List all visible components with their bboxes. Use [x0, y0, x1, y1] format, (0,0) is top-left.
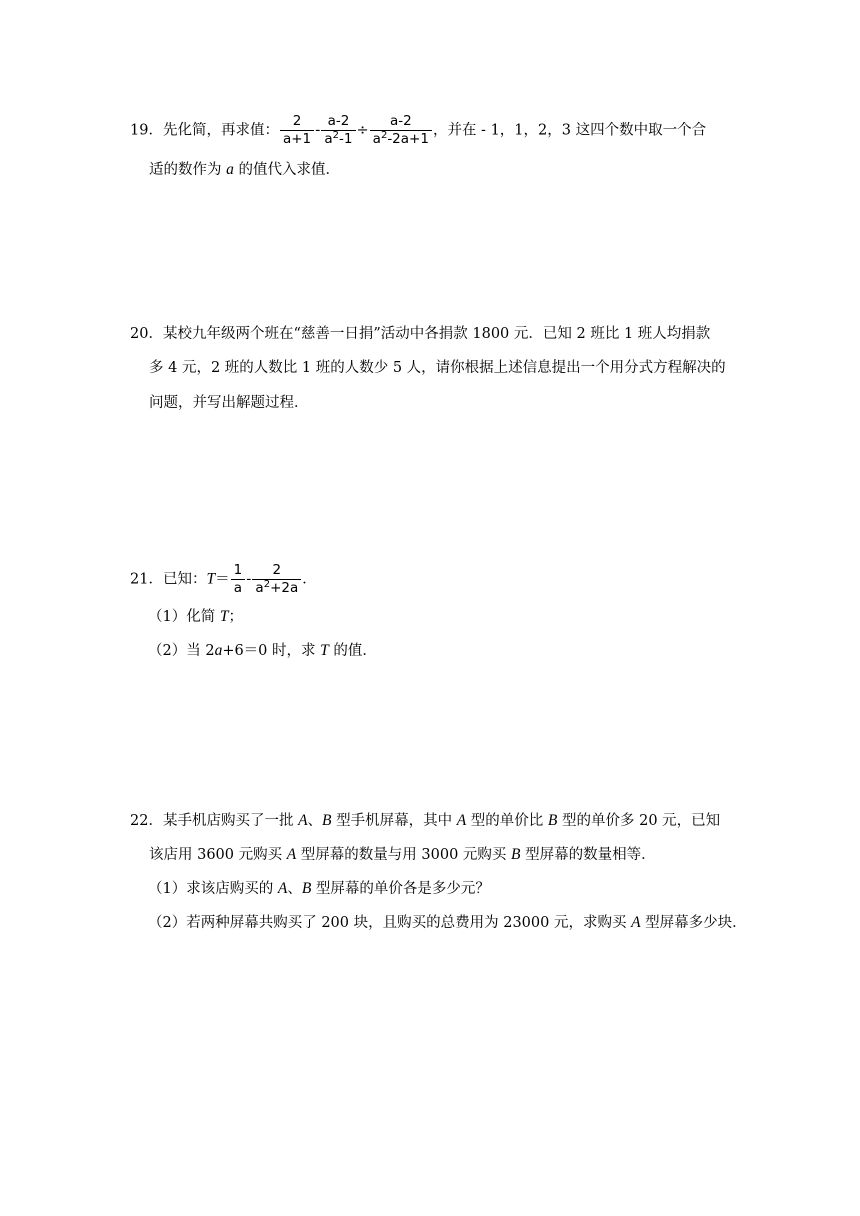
q21-number: 21．: [130, 571, 163, 588]
q19-line-1: [130, 113, 707, 147]
q21-var-T: T: [206, 570, 216, 588]
q21-end: ．: [302, 571, 317, 588]
q21-sub-2: （2）当 2a+6＝0 时，求 T 的值．: [148, 642, 377, 659]
q22-sub-1: （1）求该店购买的 A、B 型屏幕的单价各是多少元？: [148, 880, 490, 897]
q19-divide: ÷: [356, 122, 369, 139]
q19-fraction-1: $\frac{2}{a+1}$: [280, 113, 314, 148]
q22-sub-2: （2）若两种屏幕共购买了 200 块，且购买的总费用为 23000 元，求购买 A 型屏幕多少块．: [148, 914, 747, 931]
q21-fraction-1: $\frac{1}{a}$: [231, 562, 246, 597]
q19-tail: ，并在 - 1，1，2，3 这四个数中取一个合: [432, 122, 707, 139]
q19-minus: -: [315, 122, 321, 139]
q19-fraction-3: $\frac{a-2}{a^2-2a+1}$: [370, 113, 432, 148]
q21-intro: 已知：: [162, 571, 207, 588]
q19-fraction-2: $\frac{a-2}{a^2-1}$: [321, 113, 355, 148]
q19-var-a: a: [226, 161, 234, 178]
q21-equals: ＝: [215, 571, 230, 588]
q21-line-1: [130, 562, 317, 596]
q22-line-2: 该店用 3600 元购买 A 型屏幕的数量与用 3000 元购买 B 型屏幕的数量相等．: [149, 846, 656, 863]
q19-line-2: 适的数作为 a 的值代入求值．: [149, 161, 340, 178]
q19-number: 19．: [130, 122, 163, 139]
q21-sub-1: （1）化简 T；: [148, 608, 243, 625]
q20-line-2: 多 4 元，2 班的人数比 1 班的人数少 5 人，请你根据上述信息提出一个用分式方程解决的: [149, 360, 726, 376]
q20-line-3: 问题，并写出解题过程．: [149, 395, 309, 411]
q21-fraction-2: $\frac{2}{a^2+2a}$: [252, 562, 301, 597]
q20-line-1: 20．某校九年级两个班在“慈善一日捐”活动中各捐款 1800 元．已知 2 班比 1 班人均捐款: [130, 326, 711, 342]
q19-intro: 先化简，再求值：: [162, 122, 279, 139]
q22-line-1: 22．某手机店购买了一批 A、B 型手机屏幕，其中 A 型的单价比 B 型的单价多 20 元，已知: [130, 812, 721, 829]
q21-minus: -: [246, 571, 252, 588]
